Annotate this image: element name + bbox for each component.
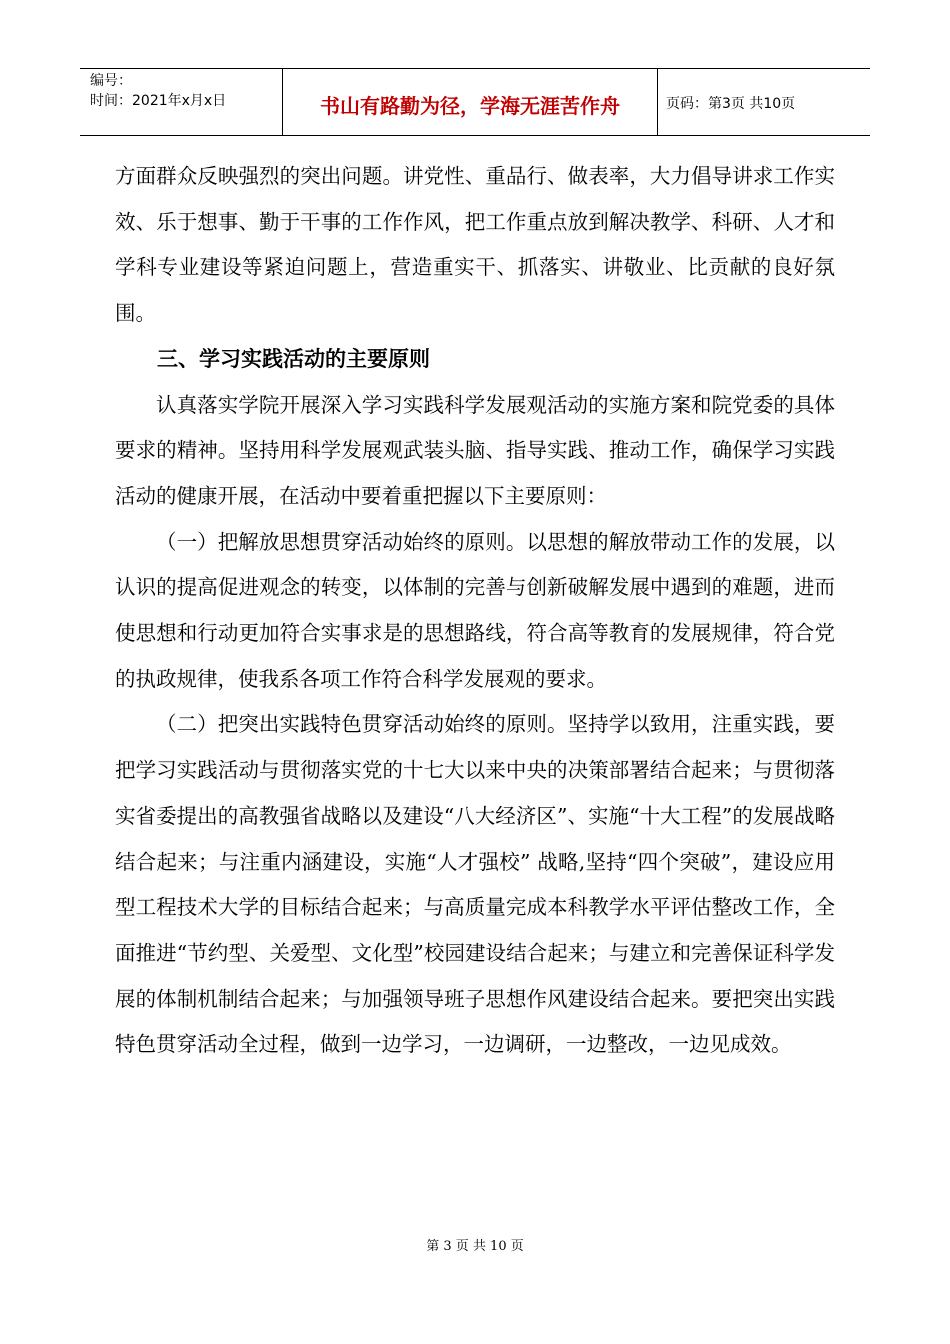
header-motto: 书山有路勤为径，学海无涯苦作舟	[283, 69, 658, 135]
paragraph-4: （二）把突出实践特色贯穿活动始终的原则。坚持学以致用，注重实践，要把学习实践活动与贯彻落实党的十七大以来中央的决策部署结合起来；与贯彻落实省委提出的高教强省战略以及建设“八大经济区”、实施“十大工程”的发展战略结合起来；与注重内涵建设，实施“人才强校” 战略,坚持“四个突破”，建设应用型工程技术大学的目标结合起来；与高质量完成本科教学水平评估整改工作，全面推进“节约型、关爱型、文化型”校园建设结合起来；与建立和完善保证科学发展的体制机制结合起来；与加强领导班子思想作风建设结合起来。要把突出实践特色贯穿活动全过程，做到一边学习，一边调研，一边整改，一边见成效。	[115, 712, 835, 1057]
section-heading-3: 三、学习实践活动的主要原则	[157, 346, 430, 371]
paragraph-3: （一）把解放思想贯穿活动始终的原则。以思想的解放带动工作的发展，以认识的提高促进观念的转变，以体制的完善与创新破解发展中遇到的难题，进而使思想和行动更加符合实事求是的思想路线，符合高等教育的发展规律，符合党的执政规律，使我系各项工作符合科学发展观的要求。	[115, 529, 835, 691]
document-number: 编号：	[90, 73, 132, 89]
page-footer: 第 3 页 共 10 页	[426, 1239, 524, 1254]
paragraph-1: 方面群众反映强烈的突出问题。讲党性、重品行、做表率，大力倡导讲求工作实效、乐于想事、勤于干事的工作作风，把工作重点放到解决教学、科研、人才和学科专业建设等紧迫问题上，营造重实干、抓落实、讲敬业、比贡献的良好氛围。	[115, 164, 835, 326]
header-page-info: 页码：第3页 共10页	[666, 96, 796, 112]
header-meta	[80, 69, 283, 135]
document-body	[115, 154, 835, 1068]
paragraph-2: 认真落实学院开展深入学习实践科学发展观活动的实施方案和院党委的具体要求的精神。坚持用科学发展观武装头脑、指导实践、推动工作，确保学习实践活动的健康开展，在活动中要着重把握以下主要原则：	[115, 392, 835, 508]
page-header	[80, 68, 870, 136]
document-date: 时间：2021年x月x日	[90, 93, 227, 109]
